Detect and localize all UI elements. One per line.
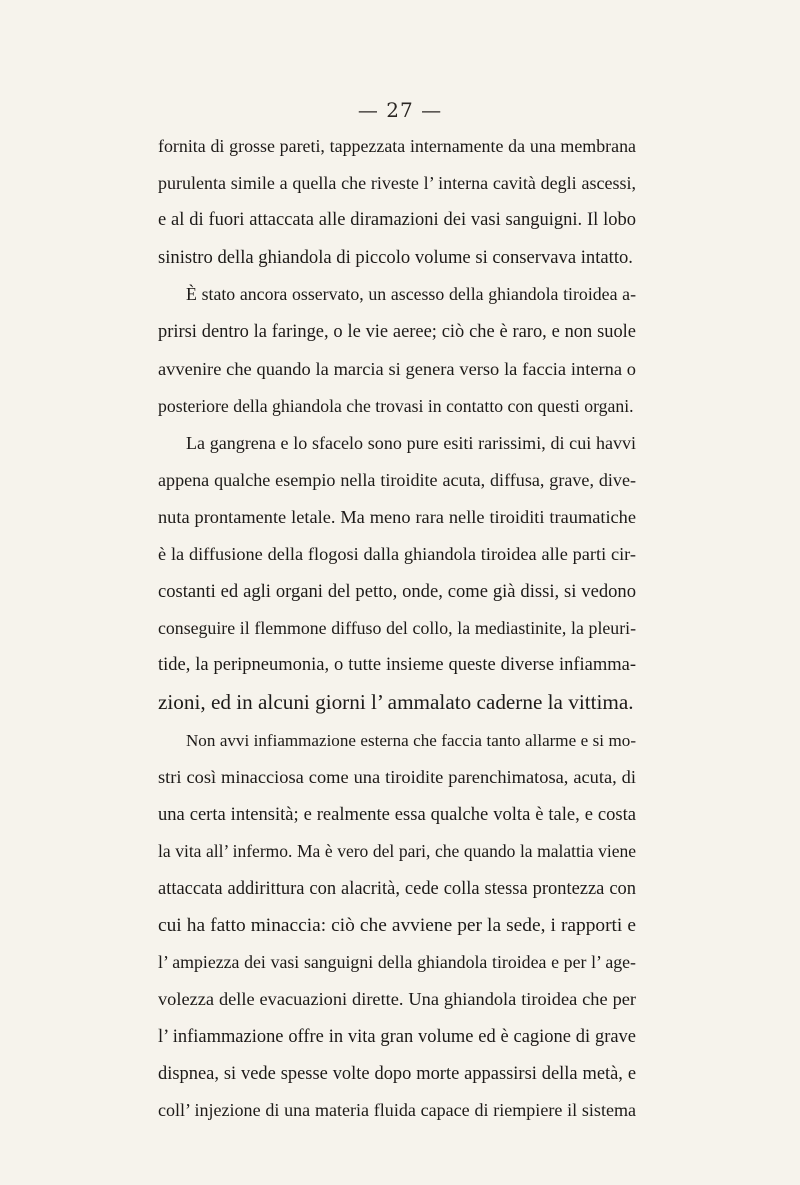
text-line: e al di fuori attaccata alle diramazioni dei vasi sanguigni. Il lobo bbox=[158, 210, 636, 231]
page-number: — 27 — bbox=[357, 98, 443, 122]
text-line: attaccata addirittura con alacrità, cede colla stessa prontezza con bbox=[158, 877, 636, 898]
text-line: costanti ed agli organi del petto, onde, come già dissi, si vedono bbox=[158, 581, 636, 603]
text-line: avvenire che quando la marcia si genera verso la faccia interna o bbox=[158, 358, 636, 379]
text-line: è la diffusione della flogosi dalla ghiandola tiroidea alle parti cir- bbox=[158, 544, 636, 565]
text-line: tide, la peripneumonia, o tutte insieme queste diverse infiamma- bbox=[158, 655, 636, 676]
text-line: la vita all’ infermo. Ma è vero del pari, che quando la malattia viene bbox=[158, 840, 636, 861]
text-line: conseguire il flemmone diffuso del collo, la mediastinite, la pleuri- bbox=[158, 618, 636, 639]
text-line: posteriore della ghiandola che trovasi in contatto con questi organi. bbox=[158, 395, 634, 416]
text-line: È stato ancora osservato, un ascesso della ghiandola tiroidea a- bbox=[186, 284, 636, 305]
text-line: dispnea, si vede spesse volte dopo morte appassirsi della metà, e bbox=[158, 1063, 636, 1084]
text-line: purulenta simile a quella che riveste l’ interna cavità degli ascessi, bbox=[158, 173, 636, 194]
text-line: coll’ injezione di una materia fluida capace di riempiere il sistema bbox=[158, 1100, 636, 1121]
text-line: prirsi dentro la faringe, o le vie aeree; ciò che è raro, e non suole bbox=[158, 321, 636, 342]
text-line: Non avvi infiammazione esterna che faccia tanto allarme e si mo- bbox=[186, 730, 636, 750]
body-text bbox=[158, 128, 636, 1130]
text-line: volezza delle evacuazioni dirette. Una ghiandola tiroidea che per bbox=[158, 989, 636, 1010]
text-line: nuta prontamente letale. Ma meno rara nelle tiroiditi traumatiche bbox=[158, 506, 636, 527]
text-line: fornita di grosse pareti, tappezzata internamente da una membrana bbox=[158, 136, 636, 156]
text-line: sinistro della ghiandola di piccolo volume si conservava intatto. bbox=[158, 247, 633, 269]
text-line: l’ infiammazione offre in vita gran volume ed è cagione di grave bbox=[158, 1026, 636, 1047]
text-line: zioni, ed in alcuni giorni l’ ammalato caderne la vittima. bbox=[158, 690, 634, 715]
text-line: La gangrena e lo sfacelo sono pure esiti rarissimi, di cui havvi bbox=[186, 432, 636, 453]
text-line: appena qualche esempio nella tiroidite acuta, diffusa, grave, dive- bbox=[158, 469, 636, 490]
text-line: l’ ampiezza dei vasi sanguigni della ghiandola tiroidea e per l’ age- bbox=[158, 952, 636, 973]
text-line: stri così minacciosa come una tiroidite parenchimatosa, acuta, di bbox=[158, 766, 636, 787]
text-line: cui ha fatto minaccia: ciò che avviene per la sede, i rapporti e bbox=[158, 914, 636, 936]
text-line: una certa intensità; e realmente essa qualche volta è tale, e costa bbox=[158, 803, 636, 825]
